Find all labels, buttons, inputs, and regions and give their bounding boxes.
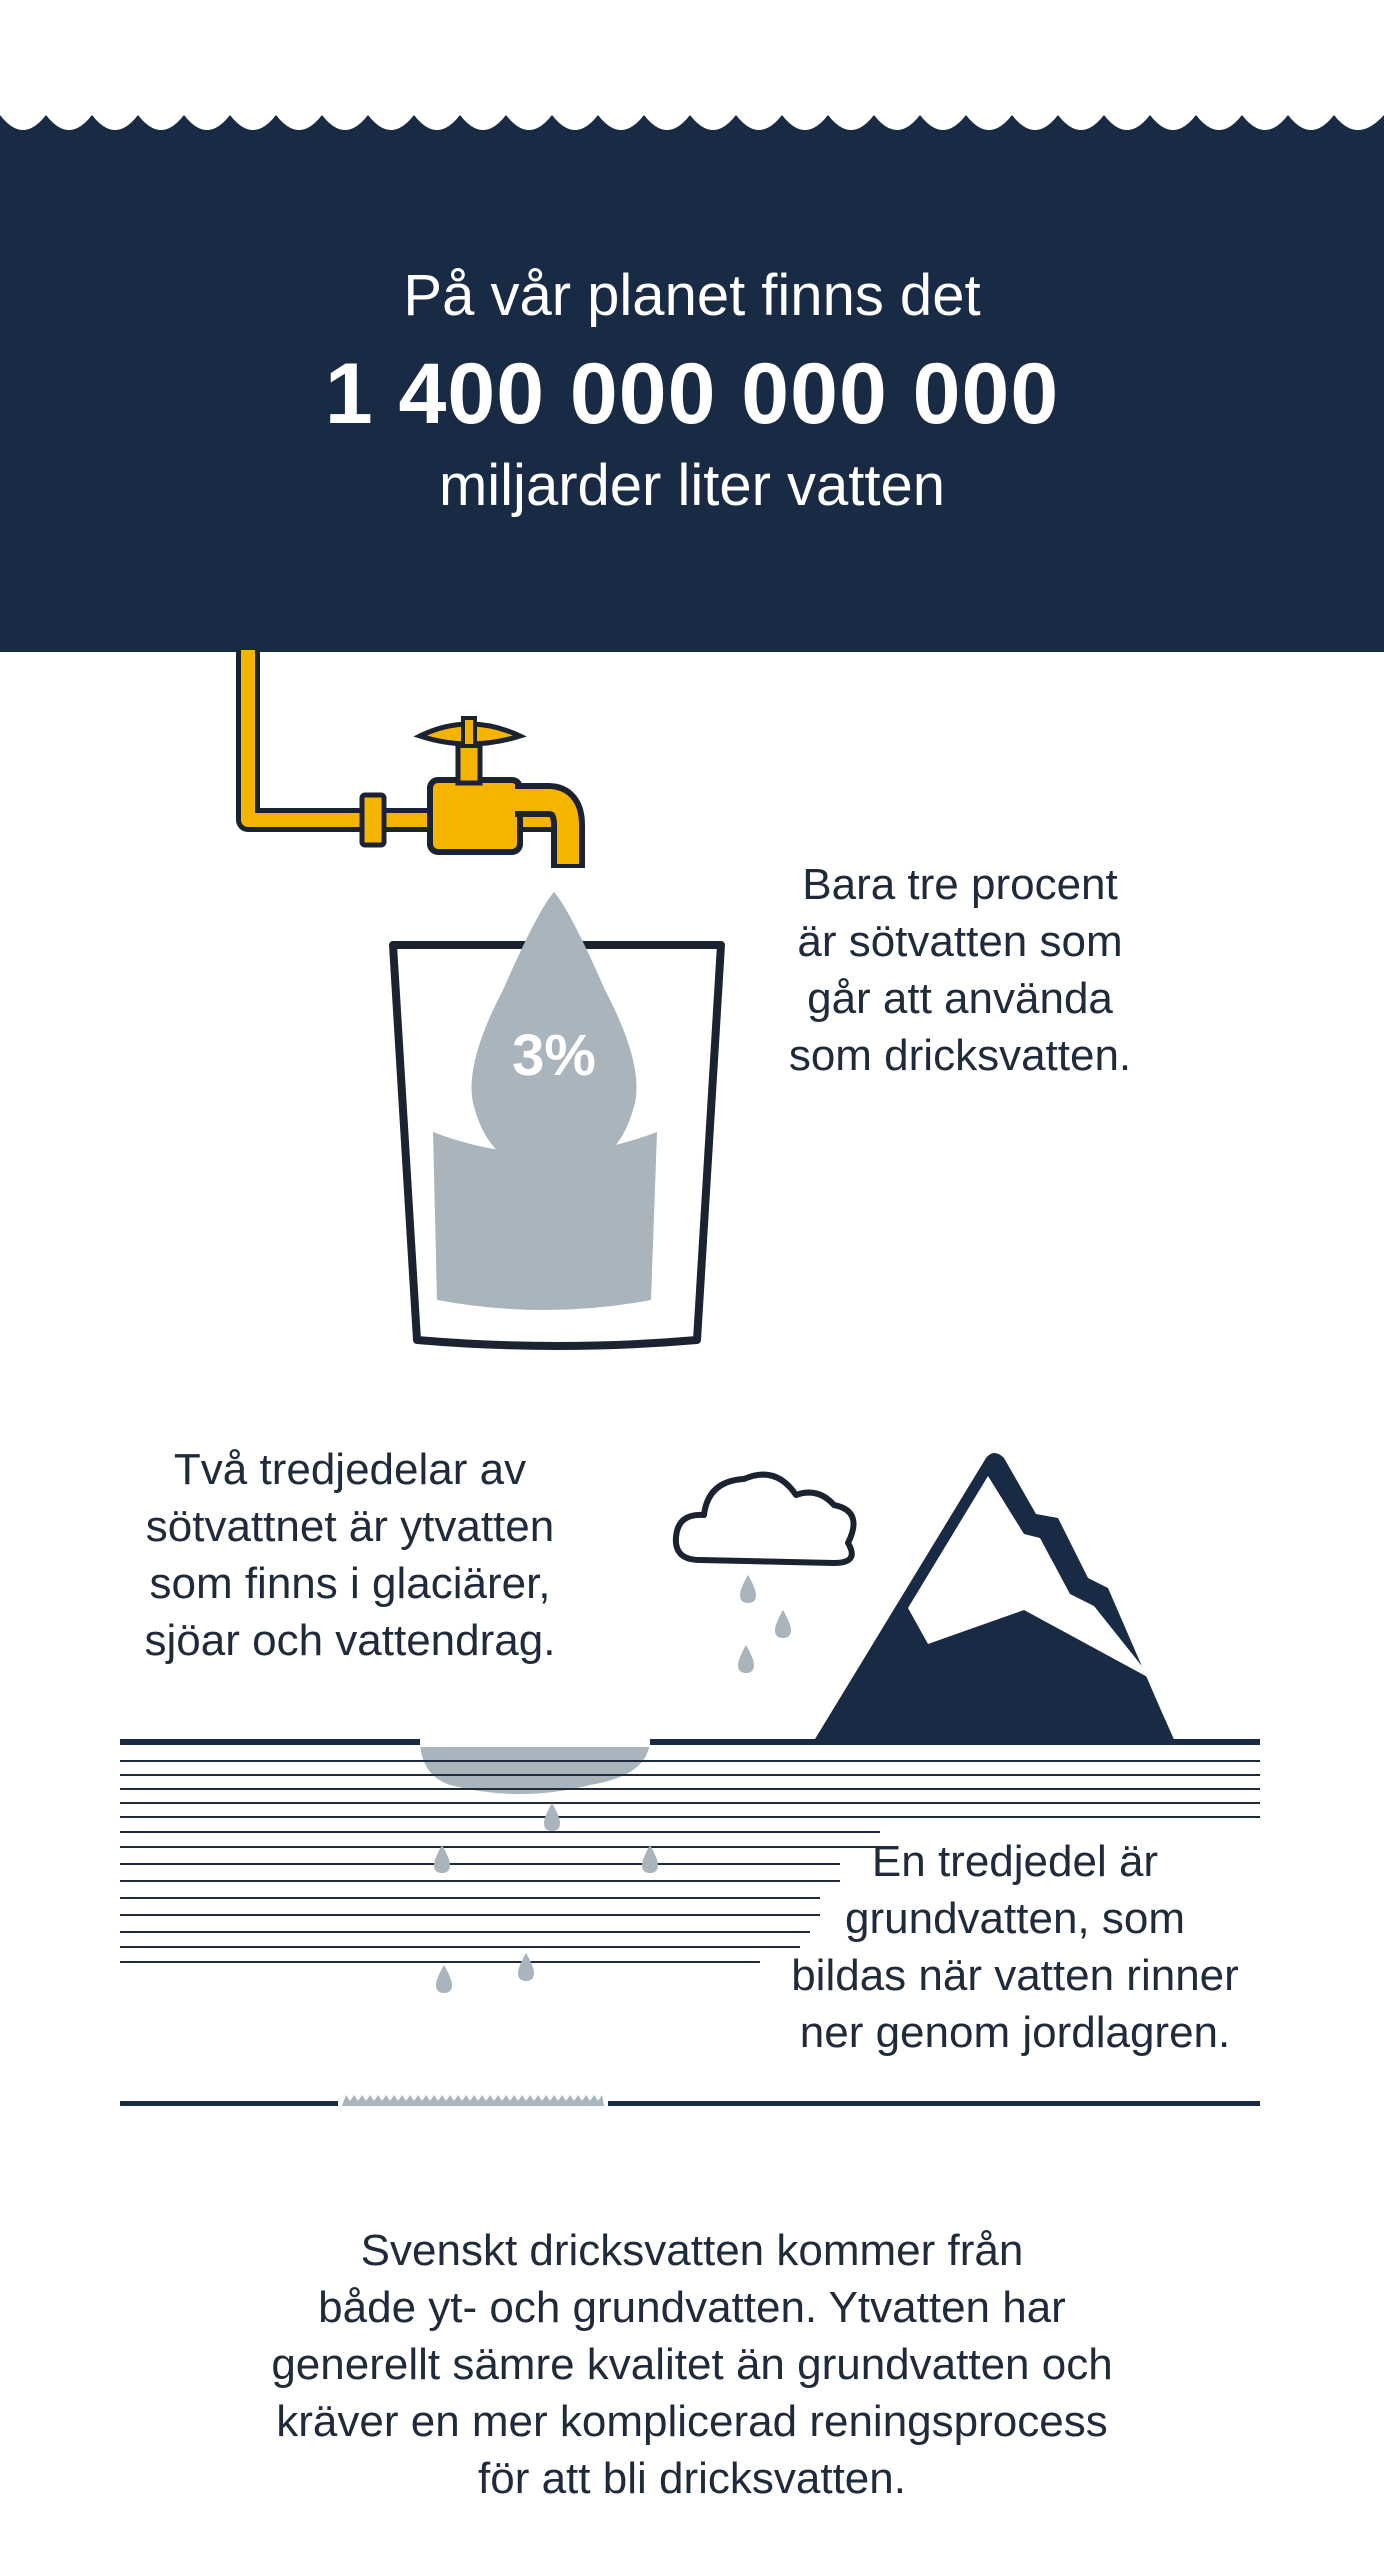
rain-drop-icon — [436, 1965, 452, 1993]
water-unit: miljarder liter vatten — [438, 453, 946, 518]
rain-drop-icon — [434, 1845, 450, 1873]
water-amount: 1 400 000 000 000 — [324, 346, 1060, 442]
header-intro: På vår planet finns det — [403, 263, 981, 328]
surface-caption: Två tredjedelar av sötvattnet är ytvatten som finns i glaciärer, sjöar och vattendrag. — [144, 1445, 556, 1665]
tap-icon — [230, 650, 590, 880]
wave-edge-icon — [0, 100, 1384, 145]
rain-drop-icon — [775, 1610, 791, 1638]
rain-drop-icon — [518, 1953, 534, 1981]
lake-icon — [420, 1735, 650, 1794]
rain-drop-icon — [642, 1845, 658, 1873]
rain-drop-icon — [740, 1575, 756, 1603]
ground-caption: En tredjedel är grundvatten, som bildas när vatten rinner ner genom jordlagren. — [791, 1837, 1239, 2057]
rain-drop-icon — [544, 1803, 560, 1831]
glass-caption: Bara tre procent är sötvatten som går att använda som dricksvatten. — [788, 860, 1132, 1080]
percent-label: 3% — [512, 1023, 596, 1088]
glass-icon — [385, 880, 730, 1360]
rain-drop-icon — [738, 1645, 754, 1673]
mountain-icon — [808, 1448, 1228, 1746]
footer-paragraph: Svenskt dricksvatten kommer från både yt- och grundvatten. Ytvatten har generellt sämre kvalitet än grundvatten och kräver en mer komplicerad reningsprocess för att bli dricksvatten. — [271, 2226, 1113, 2503]
